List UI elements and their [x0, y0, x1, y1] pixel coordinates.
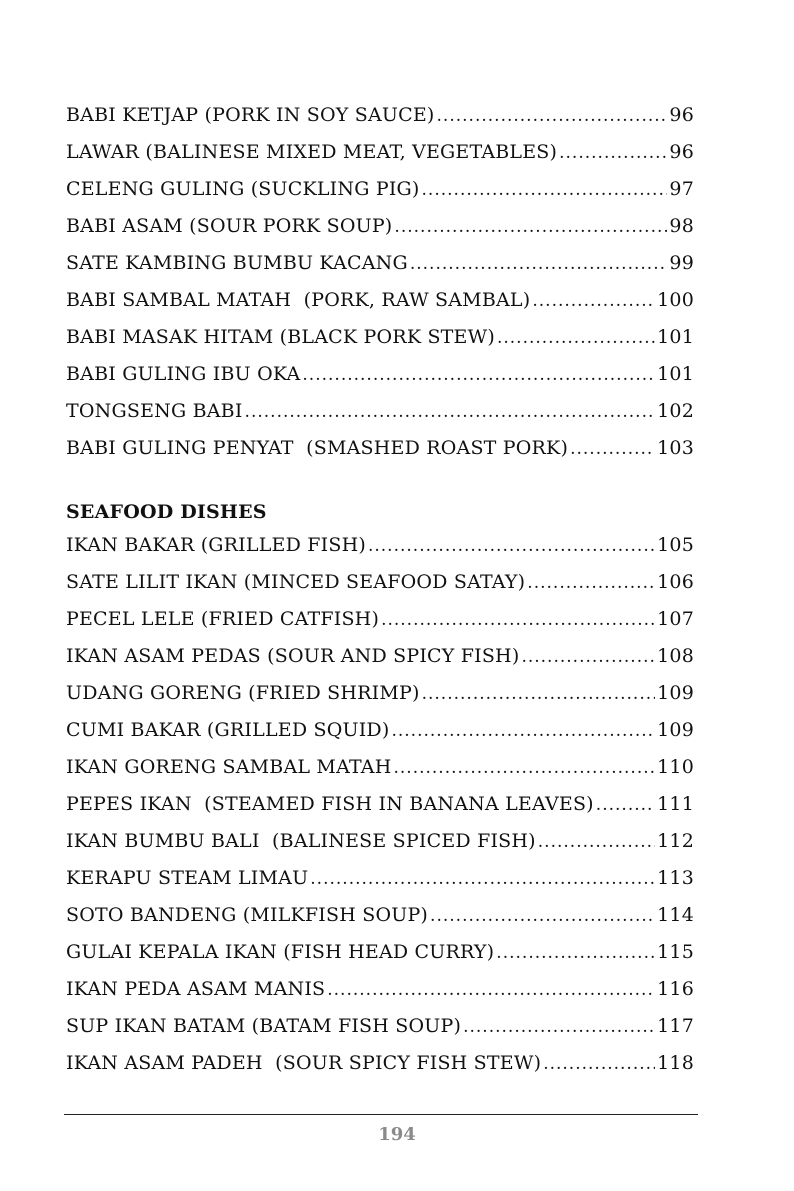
- toc-entry-page: 102: [657, 400, 694, 422]
- toc-entry: [66, 326, 694, 363]
- toc-entry-title: KERAPU STEAM LIMAU: [66, 867, 309, 889]
- toc-entry-page: 114: [657, 904, 694, 926]
- toc-entry-page: 113: [657, 867, 694, 889]
- toc-entry-title: LAWAR (BALINESE MIXED MEAT, VEGETABLES): [66, 141, 558, 163]
- toc-entry: [66, 682, 694, 719]
- toc-entry: [66, 400, 694, 437]
- toc-entry-title: IKAN PEDA ASAM MANIS: [66, 978, 326, 1000]
- toc-entry-title: BABI KETJAP (PORK IN SOY SAUCE): [66, 104, 435, 126]
- dot-leader: [391, 721, 655, 741]
- toc-entry: [66, 104, 694, 141]
- toc-entry-page: 96: [669, 141, 694, 163]
- dot-leader: [543, 1054, 655, 1074]
- dot-leader: [393, 758, 655, 778]
- toc-entry-title: SATE LILIT IKAN (MINCED SEAFOOD SATAY): [66, 571, 526, 593]
- dot-leader: [327, 980, 655, 1000]
- toc-entry: [66, 719, 694, 756]
- toc-entry: [66, 904, 694, 941]
- toc-entry-title: BABI GULING PENYAT (SMASHED ROAST PORK): [66, 437, 569, 459]
- toc-entry: [66, 1052, 694, 1089]
- toc-entry: [66, 608, 694, 645]
- dot-leader: [437, 106, 668, 126]
- toc-entry: [66, 1015, 694, 1052]
- dot-leader: [496, 943, 655, 963]
- toc-entry-title: IKAN BAKAR (GRILLED FISH): [66, 534, 366, 556]
- toc-entry-page: 118: [657, 1052, 694, 1074]
- toc-entry-page: 98: [669, 215, 694, 237]
- toc-entry: [66, 141, 694, 178]
- section-heading-seafood: SEAFOOD DISHES: [66, 501, 267, 523]
- toc-entry-title: CUMI BAKAR (GRILLED SQUID): [66, 719, 390, 741]
- dot-leader: [463, 1017, 655, 1037]
- toc-entry-page: 99: [669, 252, 694, 274]
- toc-entry-page: 110: [657, 756, 694, 778]
- toc-entry-page: 109: [657, 682, 694, 704]
- dot-leader: [521, 647, 655, 667]
- dot-leader: [497, 328, 655, 348]
- toc-entry-page: 109: [657, 719, 694, 741]
- toc-entry-page: 101: [657, 363, 694, 385]
- toc-entry-title: TONGSENG BABI: [66, 400, 243, 422]
- toc-entry-page: 105: [657, 534, 694, 556]
- toc-entry: [66, 363, 694, 400]
- toc-entry-title: SOTO BANDENG (MILKFISH SOUP): [66, 904, 429, 926]
- toc-entry-page: 101: [657, 326, 694, 348]
- toc-entry-page: 103: [657, 437, 694, 459]
- toc-entry: [66, 178, 694, 215]
- toc-list-seafood: [66, 534, 694, 1089]
- toc-entry-page: 115: [657, 941, 694, 963]
- toc-entry-title: CELENG GULING (SUCKLING PIG): [66, 178, 420, 200]
- toc-entry-title: BABI GULING IBU OKA: [66, 363, 301, 385]
- toc-entry-title: PECEL LELE (FRIED CATFISH): [66, 608, 380, 630]
- toc-entry-title: UDANG GORENG (FRIED SHRIMP): [66, 682, 420, 704]
- toc-entry-title: SATE KAMBING BUMBU KACANG: [66, 252, 408, 274]
- toc-entry-page: 116: [657, 978, 694, 1000]
- toc-entry: [66, 534, 694, 571]
- toc-entry-title: BABI SAMBAL MATAH (PORK, RAW SAMBAL): [66, 289, 531, 311]
- toc-entry-page: 108: [657, 645, 694, 667]
- toc-entry-title: IKAN GORENG SAMBAL MATAH: [66, 756, 392, 778]
- dot-leader: [422, 180, 668, 200]
- dot-leader: [368, 536, 655, 556]
- toc-entry: [66, 437, 694, 474]
- toc-entry: [66, 793, 694, 830]
- toc-entry-page: 107: [657, 608, 694, 630]
- dot-leader: [394, 217, 667, 237]
- toc-entry-title: IKAN BUMBU BALI (BALINESE SPICED FISH): [66, 830, 536, 852]
- toc-entry-page: 96: [669, 104, 694, 126]
- toc-entry: [66, 830, 694, 867]
- dot-leader: [430, 906, 655, 926]
- toc-entry: [66, 978, 694, 1015]
- toc-entry-title: BABI MASAK HITAM (BLACK PORK STEW): [66, 326, 495, 348]
- dot-leader: [310, 869, 655, 889]
- toc-entry-page: 106: [657, 571, 694, 593]
- toc-entry: [66, 645, 694, 682]
- toc-entry: [66, 289, 694, 326]
- dot-leader: [596, 795, 655, 815]
- dot-leader: [538, 832, 655, 852]
- toc-entry: [66, 867, 694, 904]
- toc-entry-title: SUP IKAN BATAM (BATAM FISH SOUP): [66, 1015, 462, 1037]
- toc-entry: [66, 941, 694, 978]
- toc-entry-title: IKAN ASAM PADEH (SOUR SPICY FISH STEW): [66, 1052, 542, 1074]
- dot-leader: [410, 254, 668, 274]
- toc-entry-title: PEPES IKAN (STEAMED FISH IN BANANA LEAVES): [66, 793, 594, 815]
- toc-entry-page: 111: [657, 793, 694, 815]
- toc-entry-page: 100: [657, 289, 694, 311]
- dot-leader: [381, 610, 655, 630]
- toc-entry-title: IKAN ASAM PEDAS (SOUR AND SPICY FISH): [66, 645, 520, 667]
- dot-leader: [302, 365, 655, 385]
- toc-entry-page: 112: [657, 830, 694, 852]
- dot-leader: [422, 684, 656, 704]
- toc-entry-title: BABI ASAM (SOUR PORK SOUP): [66, 215, 393, 237]
- dot-leader: [559, 143, 667, 163]
- dot-leader: [245, 402, 656, 422]
- dot-leader: [532, 291, 655, 311]
- dot-leader: [570, 439, 655, 459]
- toc-entry: [66, 756, 694, 793]
- toc-entry-page: 117: [657, 1015, 694, 1037]
- footer-divider: [64, 1114, 698, 1115]
- dot-leader: [527, 573, 655, 593]
- page-number: 194: [378, 1124, 416, 1145]
- toc-entry: [66, 571, 694, 608]
- toc-entry-page: 97: [669, 178, 694, 200]
- toc-entry: [66, 215, 694, 252]
- toc-list-top: [66, 104, 694, 474]
- toc-entry-title: GULAI KEPALA IKAN (FISH HEAD CURRY): [66, 941, 495, 963]
- toc-entry: [66, 252, 694, 289]
